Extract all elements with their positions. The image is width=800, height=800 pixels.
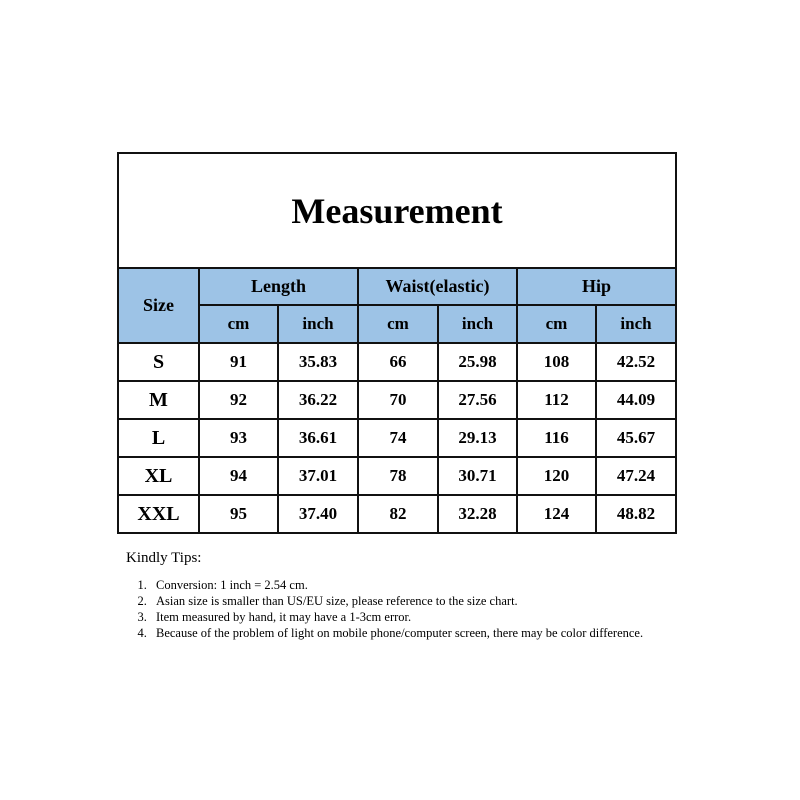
value-cell: 36.61 (278, 419, 358, 457)
value-cell: 48.82 (596, 495, 676, 533)
value-cell: 25.98 (438, 343, 517, 381)
value-cell: 36.22 (278, 381, 358, 419)
size-cell: XL (118, 457, 199, 495)
size-cell: M (118, 381, 199, 419)
value-cell: 27.56 (438, 381, 517, 419)
table-row (118, 381, 676, 419)
tip-item: 3. Item measured by hand, it may have a 1-3cm error. (150, 609, 680, 625)
tip-item: 2. Asian size is smaller than US/EU size, please reference to the size chart. (150, 593, 680, 609)
tip-item: 1. Conversion: 1 inch = 2.54 cm. (150, 577, 680, 593)
value-cell: 92 (199, 381, 278, 419)
header-waist: Waist(elastic) (358, 268, 517, 305)
tip-item: 4. Because of the problem of light on mobile phone/computer screen, there may be color difference. (150, 625, 680, 641)
table-title: Measurement (118, 153, 676, 268)
value-cell: 124 (517, 495, 596, 533)
table-row (118, 343, 676, 381)
header-unit: cm (517, 305, 596, 343)
value-cell: 35.83 (278, 343, 358, 381)
value-cell: 91 (199, 343, 278, 381)
value-cell: 37.01 (278, 457, 358, 495)
tips-list (126, 577, 680, 641)
value-cell: 82 (358, 495, 438, 533)
header-unit: cm (358, 305, 438, 343)
value-cell: 108 (517, 343, 596, 381)
header-unit: inch (278, 305, 358, 343)
header-unit: cm (199, 305, 278, 343)
value-cell: 32.28 (438, 495, 517, 533)
value-cell: 120 (517, 457, 596, 495)
header-unit: inch (438, 305, 517, 343)
value-cell: 116 (517, 419, 596, 457)
value-cell: 94 (199, 457, 278, 495)
header-unit: inch (596, 305, 676, 343)
value-cell: 42.52 (596, 343, 676, 381)
size-chart-table (117, 152, 677, 534)
table-row (118, 419, 676, 457)
header-size: Size (118, 268, 199, 343)
kindly-tips (126, 550, 680, 641)
value-cell: 74 (358, 419, 438, 457)
value-cell: 95 (199, 495, 278, 533)
header-hip: Hip (517, 268, 676, 305)
tips-title: Kindly Tips: (126, 550, 202, 566)
value-cell: 70 (358, 381, 438, 419)
table-row (118, 457, 676, 495)
value-cell: 30.71 (438, 457, 517, 495)
value-cell: 112 (517, 381, 596, 419)
value-cell: 37.40 (278, 495, 358, 533)
value-cell: 29.13 (438, 419, 517, 457)
header-length: Length (199, 268, 358, 305)
value-cell: 47.24 (596, 457, 676, 495)
value-cell: 44.09 (596, 381, 676, 419)
size-cell: XXL (118, 495, 199, 533)
value-cell: 45.67 (596, 419, 676, 457)
size-cell: S (118, 343, 199, 381)
value-cell: 78 (358, 457, 438, 495)
value-cell: 93 (199, 419, 278, 457)
size-cell: L (118, 419, 199, 457)
table-row (118, 495, 676, 533)
value-cell: 66 (358, 343, 438, 381)
